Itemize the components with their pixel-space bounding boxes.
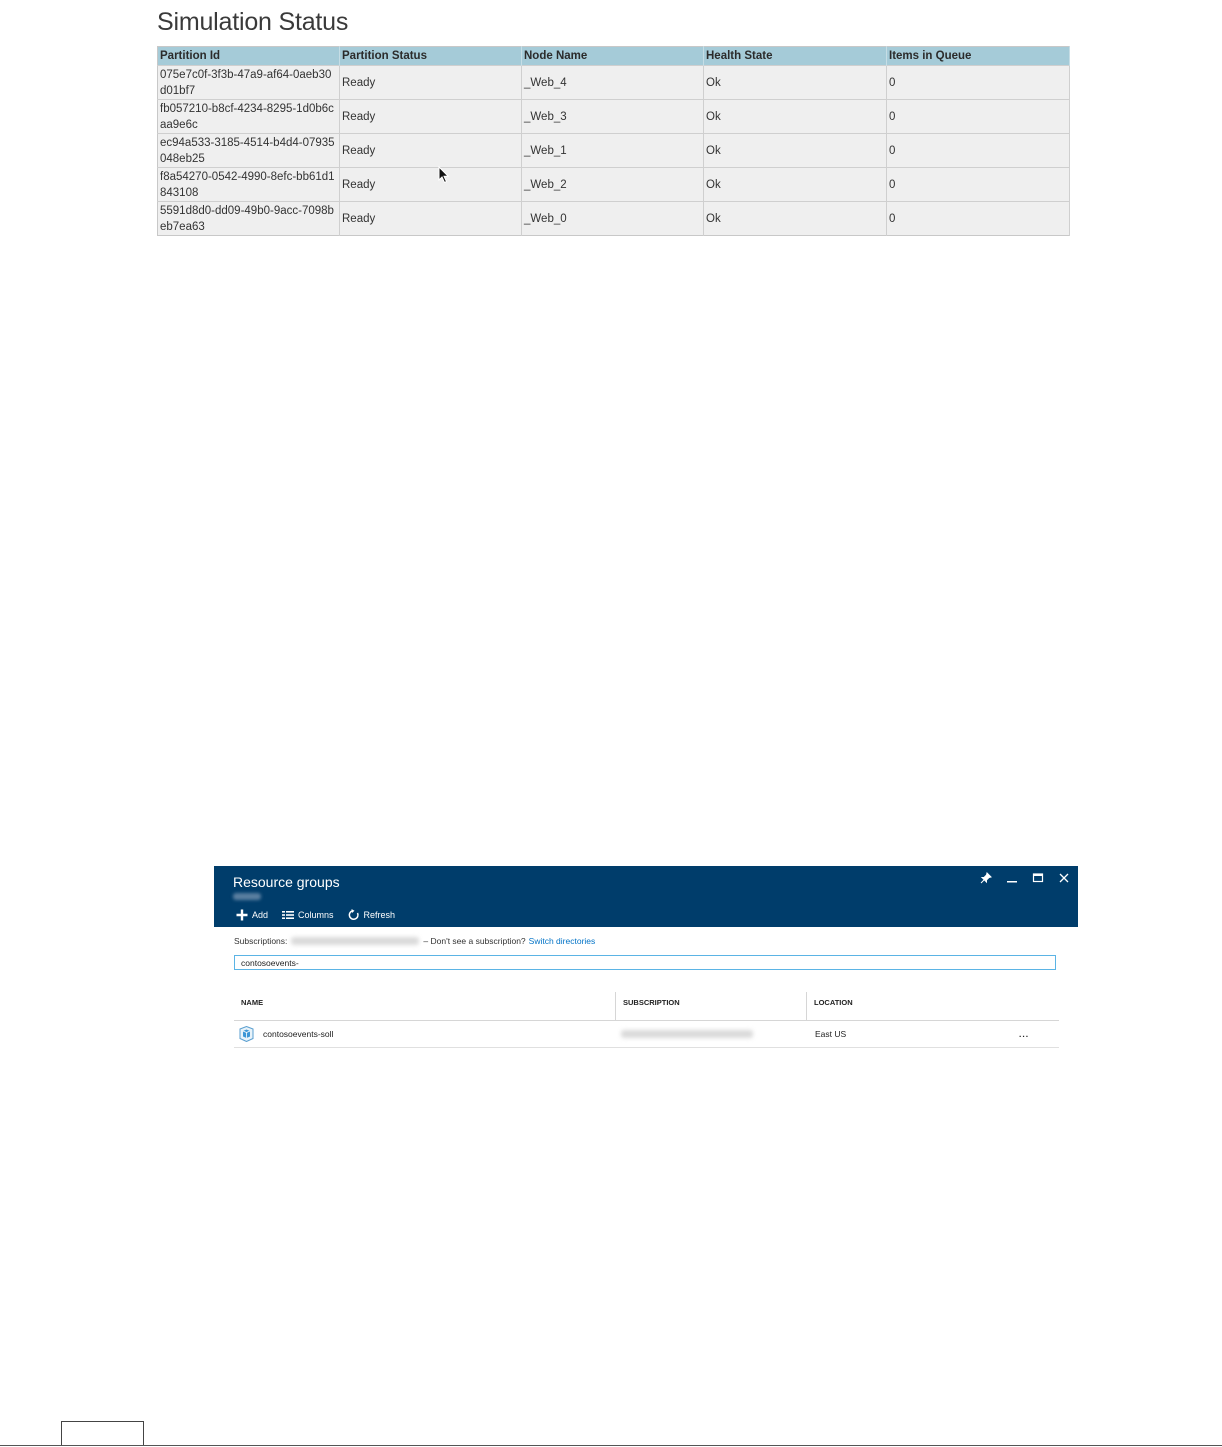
column-header-partition-id: Partition Id bbox=[158, 47, 340, 66]
column-header-name[interactable]: NAME bbox=[241, 998, 264, 1007]
close-icon[interactable] bbox=[1056, 872, 1072, 888]
resource-groups-grid bbox=[234, 992, 1059, 1048]
items-in-queue-cell: 0 bbox=[887, 100, 1070, 134]
items-in-queue-cell: 0 bbox=[887, 66, 1070, 100]
table-row bbox=[158, 66, 1070, 100]
items-in-queue-cell: 0 bbox=[887, 168, 1070, 202]
node-name-cell: _Web_2 bbox=[522, 168, 704, 202]
column-header-partition-status: Partition Status bbox=[340, 47, 522, 66]
column-header-location[interactable]: LOCATION bbox=[806, 992, 1059, 1020]
partition-id-cell: fb057210-b8cf-4234-8295-1d0b6caa9e6c bbox=[158, 100, 340, 134]
items-in-queue-cell: 0 bbox=[887, 134, 1070, 168]
health-state-cell: Ok bbox=[704, 134, 887, 168]
table-row bbox=[158, 100, 1070, 134]
blade-toolbar bbox=[236, 908, 395, 922]
columns-icon bbox=[282, 909, 294, 921]
mouse-cursor-icon bbox=[438, 166, 450, 184]
health-state-cell: Ok bbox=[704, 100, 887, 134]
add-label: Add bbox=[252, 910, 269, 920]
subscriptions-label: Subscriptions: bbox=[234, 936, 288, 946]
filter-input[interactable] bbox=[234, 955, 1056, 970]
blurred-subscription-value[interactable] bbox=[291, 937, 419, 945]
node-name-cell: _Web_1 bbox=[522, 134, 704, 168]
footer-divider bbox=[0, 1445, 1222, 1446]
minimize-icon[interactable] bbox=[1004, 872, 1020, 888]
maximize-icon[interactable] bbox=[1030, 872, 1046, 888]
blade-title: Resource groups bbox=[233, 874, 340, 890]
resource-groups-blade bbox=[214, 866, 1078, 1056]
partition-id-cell: 075e7c0f-3f3b-47a9-af64-0aeb30d01bf7 bbox=[158, 66, 340, 100]
footer-tab bbox=[61, 1421, 144, 1445]
blade-header bbox=[214, 866, 1078, 927]
resource-group-icon bbox=[238, 1026, 255, 1042]
add-button[interactable] bbox=[236, 908, 268, 922]
refresh-label: Refresh bbox=[363, 910, 396, 920]
node-name-cell: _Web_3 bbox=[522, 100, 704, 134]
table-row bbox=[158, 202, 1070, 236]
column-header-node-name: Node Name bbox=[522, 47, 704, 66]
columns-label: Columns bbox=[298, 910, 334, 920]
items-in-queue-cell: 0 bbox=[887, 202, 1070, 236]
more-options-button[interactable]: ... bbox=[1019, 1029, 1030, 1039]
partition-status-cell: Ready bbox=[340, 168, 522, 202]
partition-status-cell: Ready bbox=[340, 202, 522, 236]
node-name-cell: _Web_0 bbox=[522, 202, 704, 236]
column-header-items-in-queue: Items in Queue bbox=[887, 47, 1070, 66]
resource-group-name[interactable]: contosoevents-soll bbox=[263, 1029, 334, 1039]
partition-id-cell: 5591d8d0-dd09-49b0-9acc-7098beb7ea63 bbox=[158, 202, 340, 236]
simulation-status-table bbox=[157, 46, 1070, 236]
health-state-cell: Ok bbox=[704, 202, 887, 236]
table-row bbox=[158, 168, 1070, 202]
switch-directories-link[interactable]: Switch directories bbox=[528, 936, 596, 946]
node-name-cell: _Web_4 bbox=[522, 66, 704, 100]
column-header-subscription[interactable]: SUBSCRIPTION bbox=[615, 992, 806, 1020]
partition-id-cell: ec94a533-3185-4514-b4d4-07935048eb25 bbox=[158, 134, 340, 168]
refresh-button[interactable] bbox=[348, 908, 396, 922]
table-row[interactable] bbox=[234, 1021, 1059, 1048]
resource-group-location: East US bbox=[815, 1029, 847, 1039]
subscription-hint: – Don't see a subscription? bbox=[423, 936, 526, 946]
partition-status-cell: Ready bbox=[340, 134, 522, 168]
table-header-row bbox=[158, 47, 1070, 66]
subscriptions-line bbox=[234, 936, 595, 946]
partition-status-cell: Ready bbox=[340, 100, 522, 134]
partition-id-cell: f8a54270-0542-4990-8efc-bb61d1843108 bbox=[158, 168, 340, 202]
grid-header bbox=[234, 992, 1059, 1021]
pin-icon[interactable] bbox=[978, 872, 994, 888]
partition-status-cell: Ready bbox=[340, 66, 522, 100]
column-header-health-state: Health State bbox=[704, 47, 887, 66]
table-row bbox=[158, 134, 1070, 168]
refresh-icon bbox=[348, 909, 360, 921]
plus-icon bbox=[236, 909, 248, 921]
blurred-subscription-cell bbox=[621, 1030, 753, 1038]
blurred-subtitle bbox=[233, 893, 261, 900]
page-title: Simulation Status bbox=[157, 8, 349, 36]
columns-button[interactable] bbox=[282, 908, 334, 922]
health-state-cell: Ok bbox=[704, 168, 887, 202]
health-state-cell: Ok bbox=[704, 66, 887, 100]
